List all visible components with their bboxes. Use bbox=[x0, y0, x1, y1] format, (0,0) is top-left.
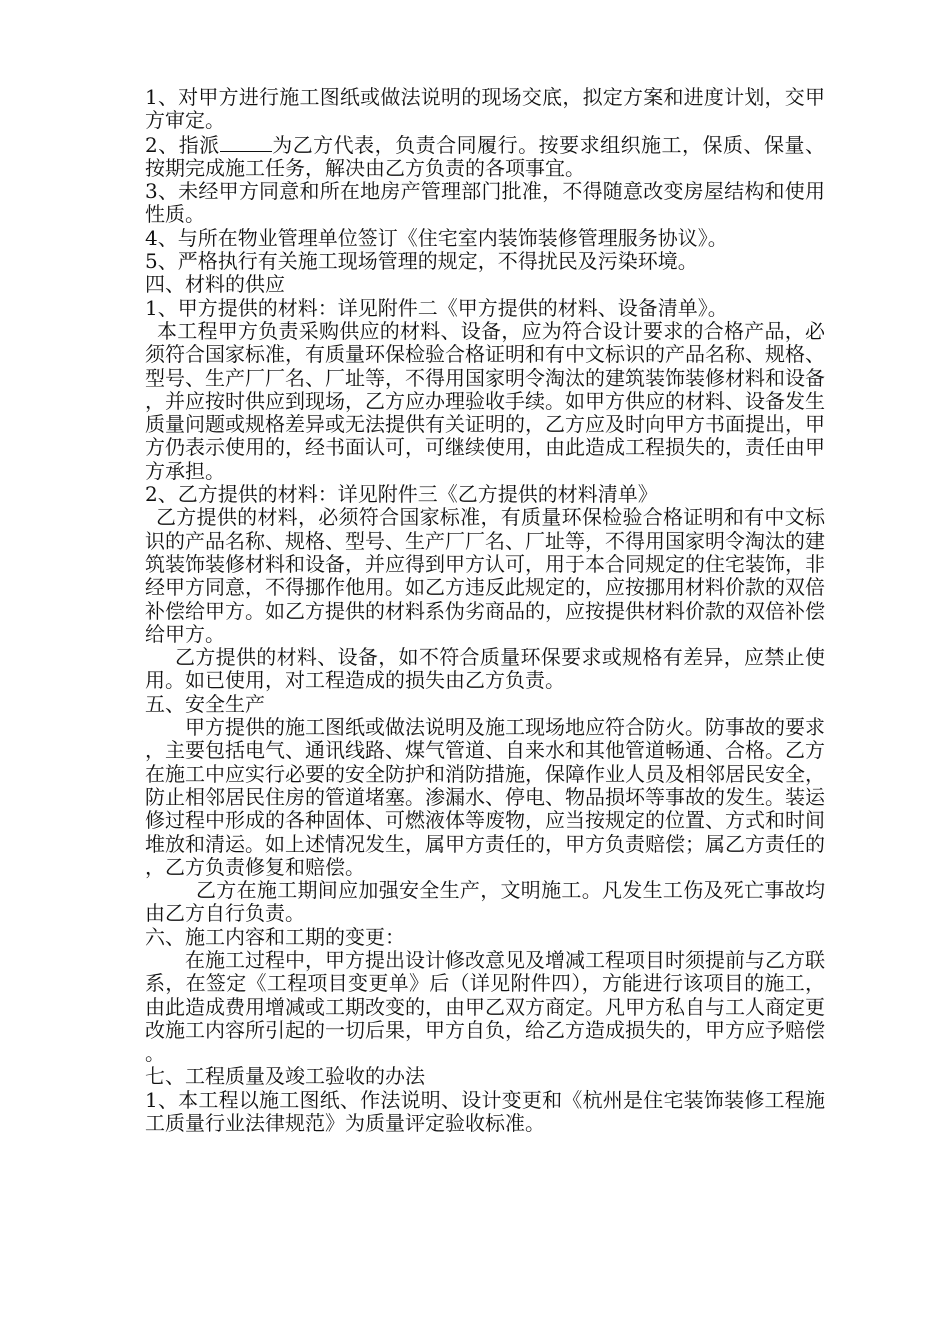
document-body bbox=[145, 86, 825, 1135]
party-a-materials-paragraph: 本工程甲方负责采购供应的材料、设备，应为符合设计要求的合格产品，必须符合国家标准，有质量环保检验合格证明和有中文标识的产品名称、规格、型号、生产厂厂名、厂址等，不得用国家明令淘汰的建筑装饰装修材料和设备，并应按时供应到现场，乙方应办理验收手续。如甲方供应的材料、设备发生质量问题或规格差异或无法提供有关证明的，乙方应及时向甲方书面提出，甲方仍表示使用的，经书面认可，可继续使用，由此造成工程损失的，责任由甲方承担。 bbox=[145, 318, 825, 483]
clause-2-appoint-representative bbox=[145, 133, 825, 181]
clause-3-no-structure-change: 3、未经甲方同意和所在地房产管理部门批准，不得随意改变房屋结构和使用性质。 bbox=[145, 179, 825, 227]
safety-responsibility-paragraph: 乙方在施工期间应加强安全生产，文明施工。凡发生工伤及死亡事故均由乙方自行负责。 bbox=[145, 878, 825, 926]
section-4-heading: 四、材料的供应 bbox=[145, 272, 285, 297]
section-5-heading: 五、安全生产 bbox=[145, 691, 265, 716]
party-b-materials-paragraph: 乙方提供的材料，必须符合国家标准，有质量环保检验合格证明和有中文标识的产品名称、规格、型号、生产厂厂名、厂址等，不得用国家明令淘汰的建筑装饰装修材料和设备，并应得到甲方认可，用于本合同规定的住宅装饰，非经甲方同意，不得挪作他用。如乙方违反此规定的，应按挪用材料价款的双倍补偿给甲方。如乙方提供的材料系伪劣商品的，应按提供材料价款的双倍补偿给甲方。 bbox=[145, 505, 825, 646]
clause-5-site-management: 5、严格执行有关施工现场管理的规定，不得扰民及污染环境。 bbox=[145, 249, 698, 274]
clause-1-site-briefing: 1、对甲方进行施工图纸或做法说明的现场交底，拟定方案和进度计划，交甲方审定。 bbox=[145, 85, 825, 133]
clause-4-property-agreement: 4、与所在物业管理单位签订《住宅室内装饰装修管理服务协议》。 bbox=[145, 225, 728, 250]
section-4-item-1: 1、甲方提供的材料：详见附件二《甲方提供的材料、设备清单》。 bbox=[145, 295, 728, 320]
section-7-heading: 七、工程质量及竣工验收的办法 bbox=[145, 1064, 425, 1089]
safety-requirements-paragraph: 甲方提供的施工图纸或做法说明及施工现场地应符合防火。防事故的要求，主要包括电气、通讯线路、煤气管道、自来水和其他管道畅通、合格。乙方在施工中应实行必要的安全防护和消防措施，保障作业人员及相邻居民安全，防止相邻居民住房的管道堵塞。渗漏水、停电、物品损坏等事故的发生。装运修过程中形成的各种固体、可燃液体等废物，应当按规定的位置、方式和时间堆放和清运。如上述情况发生，属甲方责任的，甲方负责赔偿；属乙方责任的，乙方负责修复和赔偿。 bbox=[145, 715, 825, 879]
clause-2-suffix: 为乙方代表，负责合同履行。按要求组织施工，保质、保量、按期完成施工任务，解决由乙方负责的各项事宜。 bbox=[145, 132, 825, 180]
section-7-item-1: 1、本工程以施工图纸、作法说明、设计变更和《杭州是住宅装饰装修工程施工质量行业法律规范》为质量评定验收标准。 bbox=[145, 1087, 825, 1136]
section-4-item-2: 2、乙方提供的材料：详见附件三《乙方提供的材料清单》 bbox=[145, 482, 658, 507]
representative-name-blank bbox=[220, 133, 272, 152]
clause-2-prefix: 2、指派 bbox=[145, 132, 220, 157]
change-procedure-paragraph: 在施工过程中，甲方提出设计修改意见及增减工程项目时须提前与乙方联系，在签定《工程项目变更单》后（详见附件四），方能进行该项目的施工，由此造成费用增减或工期改变的，由甲乙双方商定。凡甲方私自与工人商定更改施工内容所引起的一切后果，甲方自负，给乙方造成损失的，甲方应予赔偿。 bbox=[145, 947, 825, 1066]
party-b-nonconforming-paragraph: 乙方提供的材料、设备，如不符合质量环保要求或规格有差异，应禁止使用。如已使用，对工程造成的损失由乙方负责。 bbox=[145, 645, 825, 693]
section-6-heading: 六、施工内容和工期的变更： bbox=[145, 924, 405, 949]
